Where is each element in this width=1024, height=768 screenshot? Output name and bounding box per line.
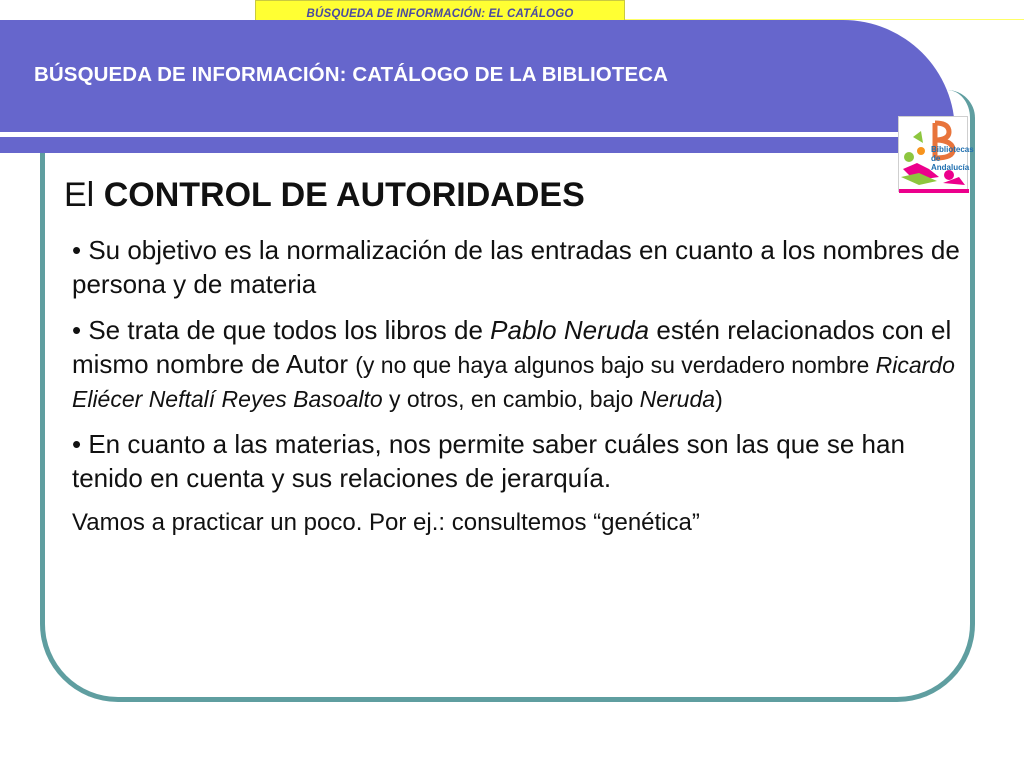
b2-part8: ) bbox=[715, 386, 723, 412]
b2-real-name: Ricardo Eliécer Neftalí Reyes Basoalto bbox=[72, 352, 955, 412]
b2-part1: • Se trata de que todos los libros de bbox=[72, 315, 491, 345]
bullet-objective: • Su objetivo es la normalización de las entradas en cuanto a los nombres de persona y de materia bbox=[72, 235, 960, 299]
heading-bold: CONTROL DE AUTORIDADES bbox=[103, 176, 585, 214]
closing-line: Vamos a practicar un poco. Por ej.: consultemos “genética” bbox=[72, 509, 700, 536]
slide-heading bbox=[64, 176, 585, 215]
banner-title: BÚSQUEDA DE INFORMACIÓN: CATÁLOGO DE LA BIBLIOTECA bbox=[34, 63, 669, 86]
b2-part3: estén relacionados con el mismo nombre de Autor bbox=[72, 315, 952, 379]
b2-neruda-short: Neruda bbox=[639, 386, 716, 412]
bullet-list bbox=[72, 233, 977, 539]
b2-neruda-name: Pablo Neruda bbox=[490, 315, 650, 345]
bullet-neruda bbox=[72, 313, 977, 415]
b2-part4: (y no que haya algunos bajo su verdadero nombre bbox=[355, 352, 876, 378]
banner-stripe bbox=[0, 137, 900, 153]
b2-part6: y otros, en cambio, bajo bbox=[382, 386, 640, 412]
bibliotecas-andalucia-logo bbox=[898, 116, 974, 192]
bullet-materias: • En cuanto a las materias, nos permite saber cuáles son las que se han tenido en cuenta y sus relaciones de jerarquía. bbox=[72, 429, 905, 493]
top-tab-label: BÚSQUEDA DE INFORMACIÓN: EL CATÁLOGO bbox=[306, 8, 574, 20]
logo-text: Bibliotecas de Andalucía bbox=[931, 145, 974, 172]
frame-top-gap bbox=[46, 153, 896, 159]
heading-prefix: El bbox=[64, 176, 104, 214]
